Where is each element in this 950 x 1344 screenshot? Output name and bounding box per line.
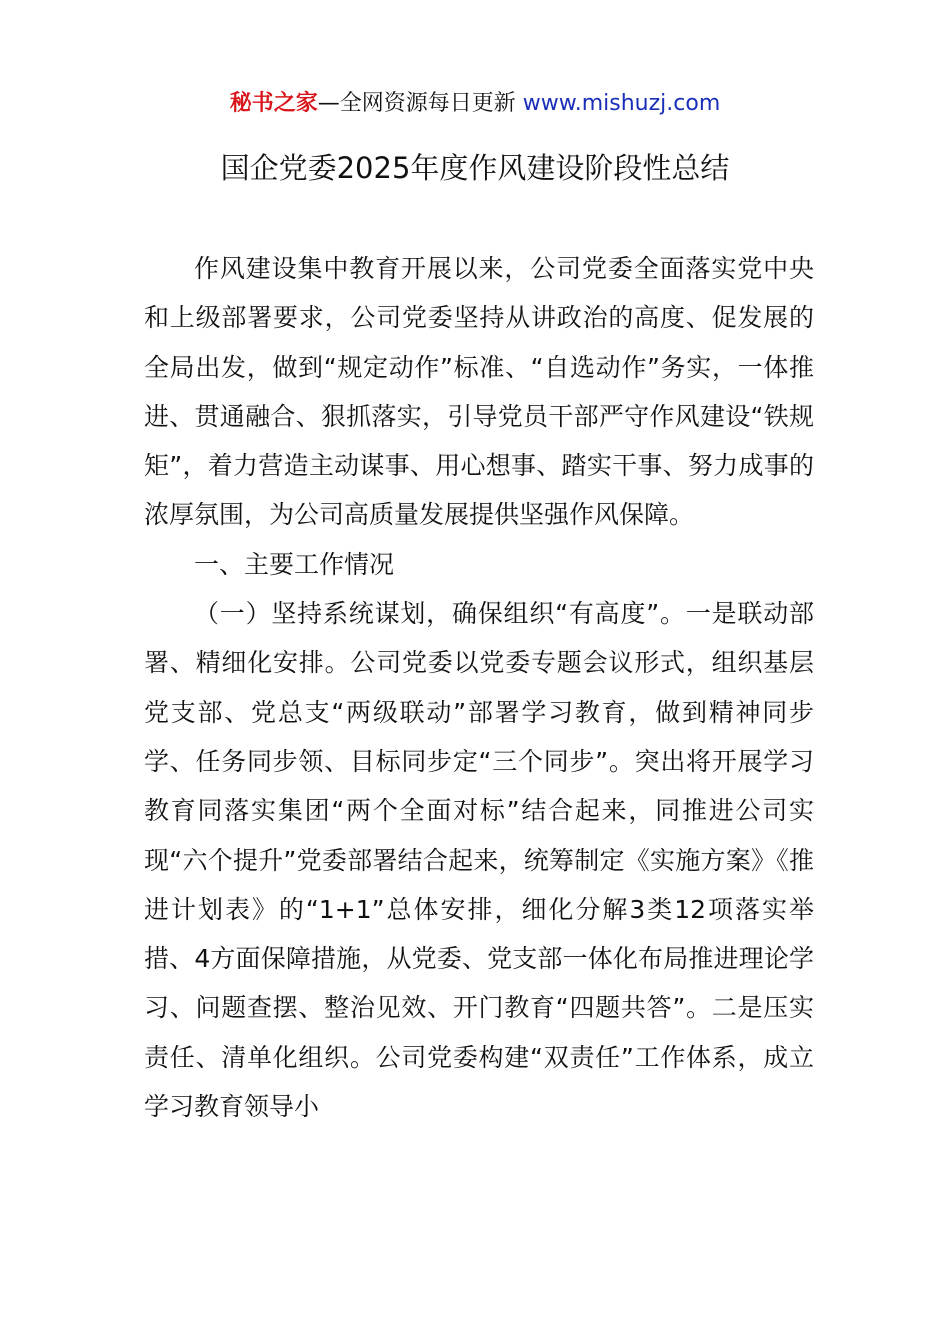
body-paragraph: （一）坚持系统谋划，确保组织“有高度”。一是联动部署、精细化安排。公司党委以党委专题会议形式，组织基层党支部、党总支“两级联动”部署学习教育，做到精神同步学、任务同步领、目标同步定“三个同步”。突出将开展学习教育同落实集团“两个全面对标”结合起来，同推进公司实现“六个提升”党委部署结合起来，统筹制定《实施方案》《推进计划表》的“1+1”总体安排，细化分解3类12项落实举措、4方面保障措施，从党委、党支部一体化布局推进理论学习、问题查摆、整治见效、开门教育“四题共答”。二是压实责任、清单化组织。公司党委构建“双责任”工作体系，成立学习教育领导小 — [144, 599, 814, 1122]
document-title: 国企党委2025年度作风建设阶段性总结 — [220, 151, 730, 185]
intro-paragraph: 作风建设集中教育开展以来，公司党委全面落实党中央和上级部署要求，公司党委坚持从讲政治的高度、促发展的全局出发，做到“规定动作”标准、“自选动作”务实，一体推进、贯通融合、狠抓落实，引导党员干部严守作风建设“铁规矩”，着力营造主动谋事、用心想事、踏实干事、努力成事的浓厚氛围，为公司高质量发展提供坚强作风保障。 — [144, 254, 814, 530]
document-body — [144, 244, 814, 1131]
header-tagline: —全网资源每日更新 — [317, 91, 516, 116]
site-header — [0, 88, 950, 120]
site-url-link[interactable]: www.mishuzj.com — [522, 91, 721, 116]
brand-name: 秘书之家 — [229, 91, 318, 116]
section-heading: 一、主要工作情况 — [194, 549, 395, 579]
